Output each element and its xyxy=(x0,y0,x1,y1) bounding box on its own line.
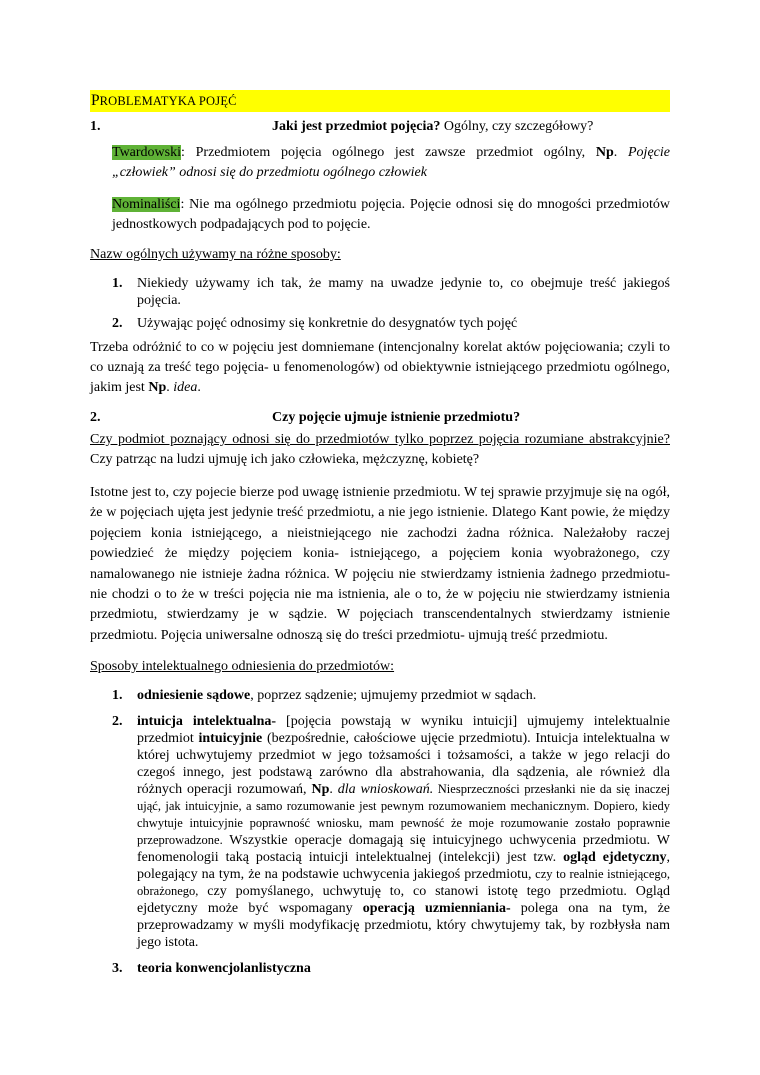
question-2-text xyxy=(272,408,520,428)
istotne-paragraph: Istotne jest to, czy pojecie bierze pod uwagę istnienie przedmiotu. W tej sprawie przyjmuje się na ogół, że w pojęciach ujęta jest jedynie treść przedmiotu, a nie jego istnienie. Dlatego Kant powie, że między pojęciem konia istniejącego, a nieistniejącego nie zachodzi żadna różnica. Należałoby raczej powiedzieć że między pojęciem konia- istniejącego, a pojęciem konia wyobrażonego, czy namalowanego nie istnieje żadna różnica. W pojęciu nie stwierdzamy istnienia żadnego przedmiotu- nie chodzi o to że w treści pojęcia nie ma istnienia, ale o to, że w pojęciu nie stwierdzamy istnienia przedmiotu, stwierdzamy je w sądzie. W pojęciach transcendentalnych stwierdzamy istnienie przedmiotu. Pojęcia uniwersalne odnoszą się do treści przedmiotu- ujmują treść przedmiotu. xyxy=(90,485,670,643)
trzeba-dot: . xyxy=(166,380,170,395)
list-item-text: Niekiedy używamy ich tak, że mamy na uwadze jedynie to, co obejmuje treść jakiegoś pojęcia. xyxy=(137,276,670,308)
list-item-text: (bezpośrednie, całościowe ujęcie przedmiotu). Intuicja intelektualna w której uchwytujemy przedmiot w jego tożsamości i tożsamości, a także w jego relacji do czegoś innego, jest podstawą zarówno dla abstrahowania, dla sądzenia, ale również dla różnych operacji rozumowań, xyxy=(137,731,670,798)
trzeba-text: Trzeba odróżnić to co w pojęciu jest domniemane (intencjonalny korelat aktów pojęciowania; czyli to co uznają za treść tego pojęcia- u fenomenologów) od obiektywnie istniejącego przedmiotu ogólnego, jakim jest xyxy=(90,340,670,395)
twardowski-text: : Przedmiotem pojęcia ogólnego jest zawsze przedmiot ogólny, xyxy=(181,145,596,160)
heading-rest: ROBLEMATYKA POJĘĆ xyxy=(99,94,237,108)
nominalisci-text: : Nie ma ogólnego przedmiotu pojęcia. Pojęcie odnosi się do mnogości przedmiotów jednostkowych podpadających pod to pojęcie. xyxy=(112,197,670,232)
nazw-heading: Nazw ogólnych używamy na różne sposoby: xyxy=(90,247,341,262)
subquestion-plain: Czy patrząc na ludzi ujmuję ich jako człowieka, mężczyznę, kobietę? xyxy=(90,452,480,467)
trzeba-end: . xyxy=(197,380,201,395)
heading-initial: P xyxy=(91,92,100,109)
question-2-bold: Czy pojęcie ujmuje istnienie przedmiotu? xyxy=(272,410,521,425)
section-heading xyxy=(90,90,670,112)
list-item-text: , poprzez sądzenie; ujmujemy przedmiot w sądach. xyxy=(250,688,537,704)
list-item-number: 2. xyxy=(112,714,123,730)
list-item-small-text: Niesprzeczności przesłanki nie da się inaczej ująć, jak intuicyjnie, a samo rozumowanie jest pewnym rozumowaniem mechanicznym. Dopiero, kiedy chwytuje intuicyjnie poprawność wniosku, mam pewność że moje rozumowanie zostało poprawnie przeprowadzone. xyxy=(137,782,670,848)
nazw-list xyxy=(90,275,670,332)
list-item-dot: . xyxy=(329,782,333,798)
question-2 xyxy=(90,408,670,428)
list-item-text: Wszystkie operacje domagają się intuicyjnego uchwycenia przedmiotu. W fenomenologii taką postacią intuicji intelektualnej (intelekcji) jest tzw. xyxy=(137,833,670,866)
list-item-text: Używając pojęć odnosimy się konkretnie do desygnatów tych pojęć xyxy=(137,316,518,331)
list-item xyxy=(90,687,670,704)
list-item-number: 1. xyxy=(112,276,123,291)
list-item-bold: intuicja intelektualna- xyxy=(137,714,277,730)
list-item-text: [pojęcia powstają w wyniku intuicji] ujmujemy intelektualnie przedmiot xyxy=(137,714,670,747)
list-item-small-text: czy to realnie istniejącego, obrażonego, xyxy=(137,867,670,899)
question-1-rest: Ogólny, czy szczegółowy? xyxy=(440,119,594,134)
subquestion-underlined: Czy podmiot poznający odnosi się do przedmiotów tylko poprzez pojęcia rozumiane abstrakcyjnie? xyxy=(90,432,670,447)
question-1-number: 1. xyxy=(90,119,101,134)
list-item-np: Np xyxy=(311,782,330,798)
twardowski-example: Pojęcie „człowiek” odnosi się do przedmiotu ogólnego człowiek xyxy=(112,145,670,180)
question-1-bold: Jaki jest przedmiot pojęcia? xyxy=(272,119,441,134)
list-item-number: 2. xyxy=(112,316,123,331)
list-item xyxy=(90,960,670,977)
sposoby-heading: Sposoby intelektualnego odniesienia do przedmiotów: xyxy=(90,659,395,675)
list-item-bold: intuicyjnie xyxy=(198,731,263,747)
list-item-text: polega ona na tym, że przeprowadzamy w myśli modyfikację przedmiotu, który chwytujemy tak, by rozbłysła nam jego istota. xyxy=(137,901,670,951)
list-item-italic: dla wnioskowań. xyxy=(332,782,434,798)
list-item xyxy=(90,275,670,309)
question-2-number: 2. xyxy=(90,410,101,425)
nominalisci-paragraph xyxy=(112,195,670,235)
twardowski-label: Twardowski xyxy=(112,145,182,160)
list-item-bold: odniesienie sądowe xyxy=(137,688,251,704)
question-1 xyxy=(90,117,670,137)
list-item-text: czy pomyślanego, uchwytuję to, co stanowi istotę tego przedmiotu. Ogląd ejdetyczny może być wspomagany xyxy=(137,884,670,917)
trzeba-idea: idea xyxy=(169,380,198,395)
trzeba-np: Np xyxy=(148,380,167,395)
twardowski-paragraph xyxy=(112,143,670,183)
list-item-bold: ogląd ejdetyczny xyxy=(563,850,667,866)
list-item-bold: operacją uzmienniania- xyxy=(362,901,511,917)
list-item xyxy=(90,713,670,951)
nominalisci-label: Nominaliści xyxy=(112,197,181,212)
list-item-bold: teoria konwencjolanlistyczna xyxy=(137,961,311,977)
question-2-subquestion xyxy=(90,430,670,470)
list-item-number: 3. xyxy=(112,961,123,977)
trzeba-paragraph xyxy=(90,338,670,398)
list-item xyxy=(90,315,670,332)
sposoby-list xyxy=(90,687,670,977)
list-item-number: 1. xyxy=(112,688,123,704)
list-item-text: , polegający na tym, że na podstawie uchwycenia jakiegoś przedmiotu, xyxy=(137,850,670,883)
twardowski-np: Np xyxy=(595,145,614,160)
twardowski-dot: . xyxy=(613,145,618,160)
question-1-text xyxy=(272,117,593,137)
document-page xyxy=(90,90,670,977)
